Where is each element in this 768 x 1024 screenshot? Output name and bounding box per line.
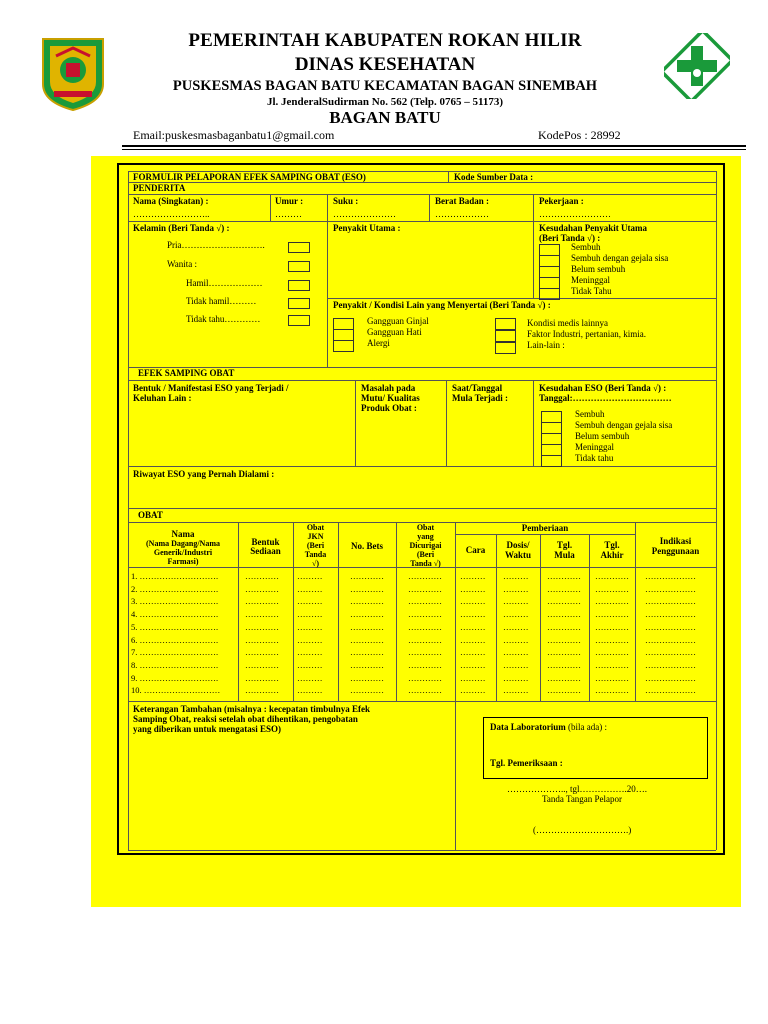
col-dicurigai-4: (Beri <box>416 550 435 559</box>
table-cell[interactable]: ……………… <box>645 659 696 670</box>
kelamin-label: Kelamin (Beri Tanda √) : <box>133 223 230 233</box>
col-jkn-4: Tanda <box>304 550 327 559</box>
data-lab-label: Data Laboratorium (bila ada) : <box>490 722 607 732</box>
tanggal-pelapor-line[interactable]: ……………….., tgl…………….20…. <box>507 784 648 794</box>
table-cell[interactable]: ………… <box>408 571 442 581</box>
table-cell[interactable]: ………… <box>595 571 629 581</box>
masalah-mutu-label: Masalah pada <box>361 383 416 393</box>
table-cell[interactable]: ……… <box>297 659 323 670</box>
grid-line <box>128 171 129 850</box>
table-cell[interactable]: ……… <box>503 596 529 607</box>
option-gangguan-ginjal: Gangguan Ginjal <box>367 316 429 326</box>
grid-line <box>716 171 717 850</box>
checkbox-tidak-hamil[interactable] <box>288 298 310 309</box>
grid-line <box>270 194 271 221</box>
checkbox-hamil[interactable] <box>288 280 310 291</box>
option-hamil: Hamil……………… <box>186 278 263 288</box>
table-cell[interactable]: ………… <box>350 659 384 670</box>
table-cell[interactable]: ……………… <box>645 596 696 607</box>
table-cell[interactable]: ………… <box>595 596 629 607</box>
header-email: Email:puskesmasbaganbatu1@gmail.com <box>133 128 335 142</box>
ku-option-gejala-sisa: Sembuh dengan gejala sisa <box>571 253 669 263</box>
table-cell[interactable]: ………… <box>350 685 384 696</box>
grid-line <box>448 171 449 182</box>
col-bentuk: Bentuk <box>251 537 280 547</box>
col-bentuk-2: Sediaan <box>250 546 281 556</box>
checkbox-lain-lain[interactable] <box>495 342 516 354</box>
table-cell[interactable]: ………… <box>408 609 442 620</box>
table-cell[interactable]: ……… <box>460 621 486 632</box>
table-cell[interactable]: ……… <box>297 621 323 632</box>
col-dicurigai-2: yang <box>417 532 434 541</box>
header-address: Jl. JenderalSudirman No. 562 (Telp. 0765 – 51173) <box>266 96 504 108</box>
section-obat: OBAT <box>138 510 163 520</box>
riwayat-eso-label: Riwayat ESO yang Pernah Dialami : <box>133 469 275 479</box>
table-cell[interactable]: ……… <box>503 609 529 620</box>
grid-line <box>128 221 716 222</box>
table-cell[interactable]: ………… <box>595 647 629 658</box>
col-dicurigai: Obat <box>416 523 435 532</box>
tgl-pemeriksaan-label[interactable]: Tgl. Pemeriksaan : <box>490 758 563 768</box>
grid-line <box>128 194 716 195</box>
grid-line <box>446 380 447 466</box>
table-row-nama[interactable]: 3. ………………………. <box>131 596 219 607</box>
table-cell[interactable]: ………… <box>350 621 384 632</box>
table-cell[interactable]: ………… <box>408 596 442 607</box>
table-cell[interactable]: ………… <box>245 659 279 670</box>
table-cell[interactable]: ……………… <box>645 571 696 581</box>
table-cell[interactable]: ………… <box>245 583 279 594</box>
ku-option-tidak-tahu: Tidak Tahu <box>571 286 612 296</box>
umur-field[interactable]: ……… <box>275 209 302 219</box>
table-cell[interactable]: ………… <box>350 583 384 594</box>
checkbox-ku-tidak-tahu[interactable] <box>539 288 560 300</box>
berat-label: Berat Badan : <box>435 196 489 206</box>
table-cell[interactable]: ………… <box>547 571 581 581</box>
table-cell[interactable]: ………… <box>408 685 442 696</box>
table-cell[interactable]: ……… <box>297 647 323 658</box>
table-cell[interactable]: ………… <box>547 647 581 658</box>
kesudahan-eso-label: Kesudahan ESO (Beri Tanda √) : <box>539 383 667 393</box>
table-cell[interactable]: ……………… <box>645 634 696 645</box>
table-cell[interactable]: ………… <box>408 634 442 645</box>
header-rule-thick <box>122 145 746 147</box>
table-cell[interactable]: ………… <box>350 634 384 645</box>
table-row-nama[interactable]: 1. ………………………. <box>131 571 219 581</box>
nama-label: Nama (Singkatan) : <box>133 196 209 206</box>
table-row-nama[interactable]: 9. ………………………. <box>131 672 219 683</box>
checkbox-tidak-tahu[interactable] <box>288 315 310 326</box>
col-jkn: Obat <box>306 523 325 532</box>
kesudahan-utama-label: Kesudahan Penyakit Utama <box>539 223 648 233</box>
table-cell[interactable]: ……………… <box>645 609 696 620</box>
grid-line <box>327 194 328 367</box>
keterangan-label-3: yang diberikan untuk mengatasi ESO) <box>133 724 282 734</box>
table-row-nama[interactable]: 5. ………………………. <box>131 621 219 632</box>
table-cell[interactable]: ………… <box>408 659 442 670</box>
table-cell[interactable]: ……………… <box>645 621 696 632</box>
regency-logo <box>40 36 106 112</box>
table-cell[interactable]: ………… <box>245 685 279 696</box>
table-cell[interactable]: ………… <box>595 634 629 645</box>
col-pemberian: Pemberiaan <box>521 523 569 533</box>
table-cell[interactable]: ………… <box>245 621 279 632</box>
tanda-tangan-label: Tanda Tangan Pelapor <box>542 794 623 804</box>
table-cell[interactable]: ………… <box>350 596 384 607</box>
col-dicurigai-3: Dicurigai <box>409 541 442 550</box>
header-government: PEMERINTAH KABUPATEN ROKAN HILIR <box>188 30 582 51</box>
option-kondisi-medis: Kondisi medis lainnya <box>527 318 608 328</box>
form-title: FORMULIR PELAPORAN EFEK SAMPING OBAT (ESO) <box>133 172 366 182</box>
table-cell[interactable]: ……… <box>460 685 486 696</box>
grid-line <box>327 298 716 299</box>
table-cell[interactable]: ……………… <box>645 647 696 658</box>
section-efek-samping: EFEK SAMPING OBAT <box>138 368 235 378</box>
signature-line[interactable]: (………………………….) <box>533 825 632 835</box>
header-department: DINAS KESEHATAN <box>294 54 476 75</box>
puskesmas-logo <box>664 33 730 99</box>
col-dosis-2: Waktu <box>504 550 531 560</box>
table-cell[interactable]: ………… <box>245 672 279 683</box>
table-cell[interactable]: ……… <box>503 647 529 658</box>
pekerjaan-field[interactable]: …………………… <box>539 209 611 219</box>
table-cell[interactable]: ……… <box>460 672 486 683</box>
option-wanita: Wanita : <box>167 259 198 269</box>
col-nama-3: Generik/Industri <box>153 548 213 557</box>
table-cell[interactable]: ………… <box>408 583 442 594</box>
table-cell[interactable]: ………… <box>547 685 581 696</box>
col-dosis: Dosis/ <box>506 540 530 550</box>
checkbox-kondisi-medis[interactable] <box>495 318 516 330</box>
table-cell[interactable]: ……… <box>503 583 529 594</box>
table-cell[interactable]: ……… <box>460 634 486 645</box>
grid-line <box>128 380 716 381</box>
table-cell[interactable]: ………… <box>595 685 629 696</box>
table-cell[interactable]: ………… <box>245 647 279 658</box>
table-cell[interactable]: ………… <box>547 596 581 607</box>
table-cell[interactable]: ……… <box>503 571 529 581</box>
bentuk-eso-label: Bentuk / Manifestasi ESO yang Terjadi / <box>133 383 289 393</box>
table-row-nama[interactable]: 4. ………………………. <box>131 609 219 620</box>
checkbox-pria[interactable] <box>288 242 310 253</box>
option-tidak-tahu: Tidak tahu………… <box>186 314 261 324</box>
penyakit-utama-label: Penyakit Utama : <box>333 223 401 233</box>
ku-option-meninggal: Meninggal <box>571 275 610 285</box>
grid-line <box>429 194 430 221</box>
table-cell[interactable]: ………… <box>408 647 442 658</box>
table-cell[interactable]: ………… <box>547 621 581 632</box>
suku-label: Suku : <box>333 196 359 206</box>
table-cell[interactable]: ………… <box>350 571 384 581</box>
kesudahan-eso-tanggal[interactable]: Tanggal:…………………………… <box>539 393 672 403</box>
table-cell[interactable]: ……… <box>460 659 486 670</box>
nama-field[interactable]: …………………….. <box>133 209 210 219</box>
ke-option-sembuh: Sembuh <box>575 409 605 419</box>
checkbox-ke-tidak-tahu[interactable] <box>541 455 562 467</box>
masalah-mutu-label-3: Produk Obat : <box>361 403 417 413</box>
keterangan-label-2: Samping Obat, reaksi setelah obat dihentikan, pengobatan <box>133 714 358 724</box>
option-tidak-hamil: Tidak hamil……… <box>186 296 257 306</box>
grid-line <box>128 850 716 851</box>
bentuk-eso-label-2: Keluhan Lain : <box>133 393 192 403</box>
table-cell[interactable]: ………… <box>408 672 442 683</box>
ke-option-tidak-tahu: Tidak tahu <box>575 453 614 463</box>
table-cell[interactable]: ………… <box>547 672 581 683</box>
berat-field[interactable]: ……………… <box>435 209 489 219</box>
table-cell[interactable]: ………… <box>595 659 629 670</box>
table-cell[interactable]: ………… <box>245 634 279 645</box>
table-cell[interactable]: ……… <box>297 583 323 594</box>
option-gangguan-hati: Gangguan Hati <box>367 327 422 337</box>
table-cell[interactable]: ……… <box>460 609 486 620</box>
table-cell[interactable]: ……………… <box>645 685 696 696</box>
grid-line <box>455 534 635 535</box>
saat-tanggal-label-2: Mula Terjadi : <box>452 393 509 403</box>
col-nama-2: (Nama Dagang/Nama <box>146 539 220 548</box>
col-nama-4: Farmasi) <box>167 557 199 566</box>
checkbox-faktor-industri[interactable] <box>495 330 516 342</box>
table-cell[interactable]: ………… <box>408 621 442 632</box>
section-penderita: PENDERITA <box>133 183 186 193</box>
option-alergi: Alergi <box>367 338 390 348</box>
grid-line <box>533 380 534 466</box>
checkbox-alergi[interactable] <box>333 340 354 352</box>
table-cell[interactable]: ……… <box>503 634 529 645</box>
col-indikasi-2: Penggunaan <box>651 546 700 556</box>
col-dicurigai-5: Tanda √) <box>410 559 441 568</box>
header-puskesmas: PUSKESMAS BAGAN BATU KECAMATAN BAGAN SINEMBAH <box>172 78 598 94</box>
table-cell[interactable]: ………… <box>350 609 384 620</box>
table-cell[interactable]: ……… <box>297 685 323 696</box>
col-tgl-akhir: Tgl. <box>604 540 620 550</box>
table-cell[interactable]: ………… <box>350 647 384 658</box>
ke-option-belum-sembuh: Belum sembuh <box>575 431 630 441</box>
pekerjaan-label: Pekerjaan : <box>539 196 584 206</box>
table-cell[interactable]: ……… <box>297 609 323 620</box>
table-row-nama[interactable]: 10. ……………………… <box>131 685 221 696</box>
grid-line <box>128 466 716 467</box>
table-row-nama[interactable]: 7. ………………………. <box>131 647 219 658</box>
keterangan-label: Keterangan Tambahan (misalnya : kecepatan timbulnya Efek <box>133 704 371 714</box>
col-jkn-2: JKN <box>307 532 324 541</box>
col-tgl-akhir-2: Akhir <box>600 550 624 560</box>
col-tgl-mula: Tgl. <box>556 540 573 550</box>
penyakit-lain-label: Penyakit / Kondisi Lain yang Menyertai (Beri Tanda √) : <box>333 300 551 310</box>
ku-option-sembuh: Sembuh <box>571 242 601 252</box>
ke-option-meninggal: Meninggal <box>575 442 614 452</box>
masalah-mutu-label-2: Mutu/ Kualitas <box>361 393 420 403</box>
table-cell[interactable]: ………… <box>245 571 279 581</box>
table-row-nama[interactable]: 8. ………………………. <box>131 659 219 670</box>
table-cell[interactable]: ………… <box>547 609 581 620</box>
table-cell[interactable]: ……… <box>460 647 486 658</box>
table-row-nama[interactable]: 2. ………………………. <box>131 583 219 594</box>
col-bets: No. Bets <box>351 541 383 551</box>
umur-label: Umur : <box>275 196 304 206</box>
table-cell[interactable]: ………… <box>547 583 581 594</box>
table-cell[interactable]: ………… <box>245 596 279 607</box>
table-cell[interactable]: ………… <box>595 583 629 594</box>
grid-line <box>128 701 716 702</box>
table-cell[interactable]: ……… <box>503 685 529 696</box>
ku-option-belum-sembuh: Belum sembuh <box>571 264 626 274</box>
table-cell[interactable]: ……… <box>297 596 323 607</box>
kesudahan-utama-hint: (Beri Tanda √) : <box>539 233 601 243</box>
option-lain-lain: Lain-lain : <box>527 340 565 350</box>
grid-line <box>355 380 356 466</box>
suku-field[interactable]: ………………… <box>333 209 396 219</box>
table-cell[interactable]: ……… <box>460 583 486 594</box>
checkbox-wanita[interactable] <box>288 261 310 272</box>
table-cell[interactable]: ……… <box>503 659 529 670</box>
table-row-nama[interactable]: 6. ………………………. <box>131 634 219 645</box>
table-cell[interactable]: ………… <box>350 672 384 683</box>
table-cell[interactable]: ……………… <box>645 583 696 594</box>
col-nama: Nama <box>171 529 195 539</box>
table-cell[interactable]: ………… <box>595 609 629 620</box>
table-cell[interactable]: ……… <box>503 672 529 683</box>
table-cell[interactable]: ……… <box>460 596 486 607</box>
option-pria: Pria………………………. <box>167 240 265 250</box>
header-city: BAGAN BATU <box>329 108 441 127</box>
table-cell[interactable]: ……… <box>297 672 323 683</box>
table-cell[interactable]: ……… <box>297 571 323 581</box>
header-rule-thin <box>122 149 746 150</box>
grid-line <box>533 194 534 298</box>
col-jkn-5: √) <box>311 559 320 568</box>
table-cell[interactable]: ………… <box>595 672 629 683</box>
table-cell[interactable]: ………… <box>595 621 629 632</box>
ke-option-gejala-sisa: Sembuh dengan gejala sisa <box>575 420 673 430</box>
option-faktor-industri: Faktor Industri, pertanian, kimia. <box>527 329 646 339</box>
table-cell[interactable]: ………… <box>547 634 581 645</box>
grid-line <box>128 508 716 509</box>
grid-line <box>455 522 456 850</box>
header-postal-code: KodePos : 28992 <box>538 128 621 142</box>
col-jkn-3: (Beri <box>306 541 325 550</box>
table-cell[interactable]: ……… <box>503 621 529 632</box>
table-cell[interactable]: ………… <box>245 609 279 620</box>
table-cell[interactable]: ……………… <box>645 672 696 683</box>
table-cell[interactable]: ……… <box>460 571 486 581</box>
col-cara: Cara <box>465 545 486 555</box>
col-indikasi: Indikasi <box>659 536 692 546</box>
table-cell[interactable]: ………… <box>547 659 581 670</box>
kode-sumber-label: Kode Sumber Data : <box>454 172 534 182</box>
table-cell[interactable]: ……… <box>297 634 323 645</box>
saat-tanggal-label: Saat/Tanggal <box>452 383 503 393</box>
col-tgl-mula-2: Mula <box>554 550 575 560</box>
